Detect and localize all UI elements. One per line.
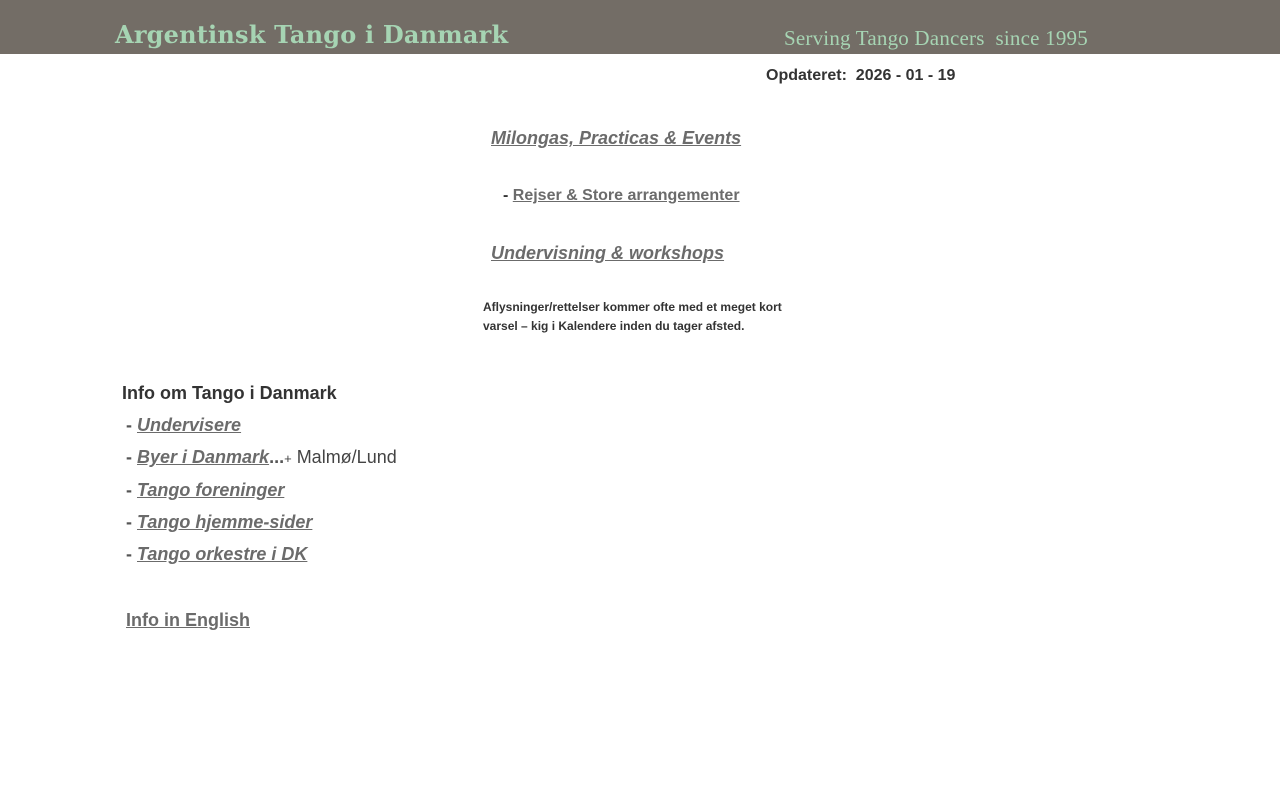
site-tagline: Serving Tango Dancers since 1995 — [784, 26, 1088, 50]
foreninger-link[interactable]: Tango foreninger — [137, 479, 285, 500]
info-item-undervisere — [126, 415, 397, 447]
undervisning-row — [491, 243, 724, 264]
updated-label: Opdateret: — [766, 67, 847, 84]
english-row — [126, 610, 250, 631]
info-item-hjemmesider — [126, 512, 397, 544]
updated-info — [766, 67, 955, 85]
byer-link[interactable]: Byer i Danmark — [137, 447, 270, 468]
list-dash: - — [126, 544, 137, 565]
hjemmesider-link[interactable]: Tango hjemme-sider — [137, 511, 313, 532]
byer-suffix-plus: + — [284, 451, 292, 467]
info-in-english-link[interactable]: Info in English — [126, 610, 250, 630]
info-link-list — [126, 415, 397, 576]
info-item-foreninger — [126, 480, 397, 512]
undervisning-link[interactable]: Undervisning & workshops — [491, 243, 725, 263]
rejser-row — [503, 187, 740, 205]
cancellation-notice: Aflysninger/rettelser kommer ofte med et meget kort varsel – kig i Kalendere inden du tager afsted. — [483, 300, 782, 333]
info-item-byer — [126, 447, 397, 479]
milongas-link[interactable]: Milongas, Practicas & Events — [491, 128, 742, 148]
byer-suffix — [284, 447, 397, 467]
rejser-link[interactable]: Rejser & Store arrangementer — [512, 187, 740, 204]
byer-ellipsis: ... — [269, 447, 285, 468]
undervisere-link[interactable]: Undervisere — [137, 415, 242, 435]
list-dash: - — [126, 511, 137, 532]
list-dash: - — [126, 479, 137, 500]
rejser-dash: - — [503, 187, 513, 204]
site-title: Argentinsk Tango i Danmark — [115, 20, 509, 49]
info-heading: Info om Tango i Danmark — [122, 383, 337, 403]
milongas-row — [491, 128, 741, 149]
list-dash: - — [126, 447, 137, 468]
info-item-orkestre — [126, 544, 397, 576]
header-bar — [0, 0, 1280, 54]
list-dash: - — [126, 415, 137, 435]
updated-date: 2026 - 01 - 19 — [855, 67, 956, 84]
byer-suffix-text: Malmø/Lund — [291, 447, 397, 468]
orkestre-link[interactable]: Tango orkestre i DK — [137, 544, 308, 565]
